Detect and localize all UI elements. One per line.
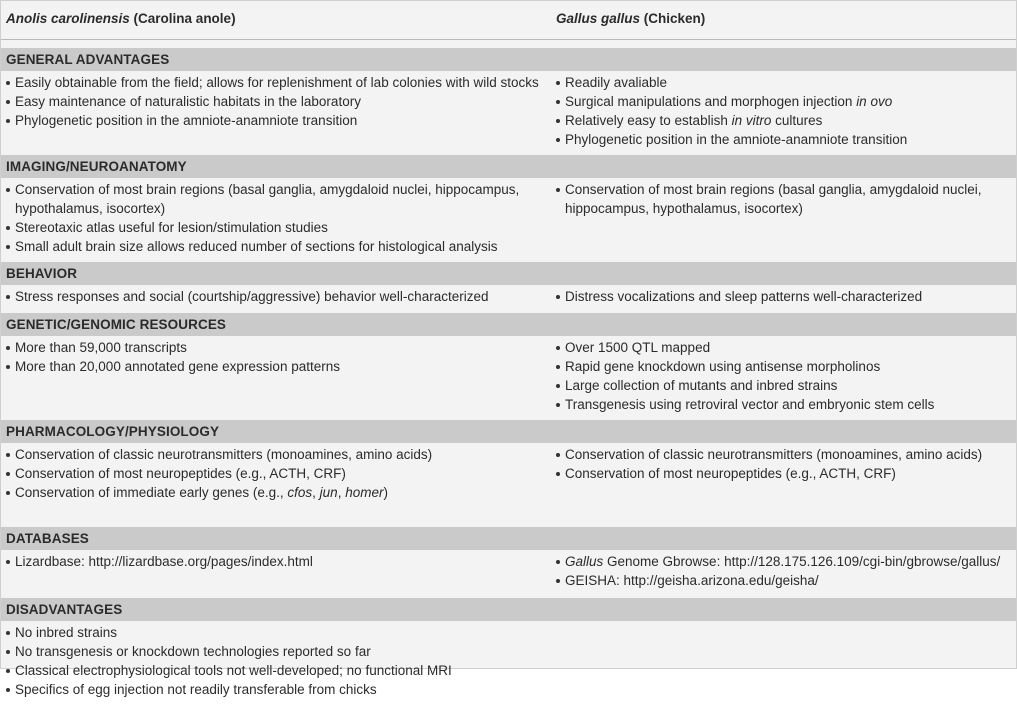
list-item <box>556 376 1014 395</box>
list-item <box>6 287 546 306</box>
list-item <box>556 571 1014 590</box>
list-item <box>556 73 1014 92</box>
chicken-column <box>556 445 1014 483</box>
list-item <box>6 92 546 111</box>
list-item-text: cultures <box>771 113 823 128</box>
section-header-imaging-neuroanatomy: IMAGING/NEUROANATOMY <box>1 155 1016 178</box>
list-item <box>6 680 546 699</box>
section-body-pharmacology-physiology <box>1 443 1016 527</box>
list-item-text: Conservation of classic neurotransmitters (monoamines, amino acids) <box>15 447 433 462</box>
list-item-text: , <box>337 485 346 500</box>
list-item <box>6 661 546 680</box>
list-item-text: Conservation of classic neurotransmitters (monoamines, amino acids) <box>565 447 983 462</box>
list-item-text: Readily avaliable <box>565 75 668 90</box>
chicken-column <box>556 287 1014 306</box>
anole-column <box>6 338 546 376</box>
list-item-text: Easily obtainable from the field; allows for replenishment of lab colonies with wild stocks <box>15 75 539 90</box>
list-item-text: No transgenesis or knockdown technologies reported so far <box>15 644 371 659</box>
header-anole-species: Anolis carolinensis <box>6 11 130 26</box>
list-item-text: Relatively easy to establish <box>565 113 732 128</box>
list-item-text: Surgical manipulations and morphogen injection <box>565 94 857 109</box>
list-item <box>6 623 546 642</box>
list-item-text: Phylogenetic position in the amniote-anamniote transition <box>15 113 358 128</box>
list-item <box>556 357 1014 376</box>
anole-column <box>6 287 546 306</box>
list-item <box>556 180 1014 218</box>
list-item <box>556 287 1014 306</box>
header-chicken <box>556 11 705 26</box>
section-body-genetic-genomic-resources <box>1 336 1016 420</box>
section-header-disadvantages: DISADVANTAGES <box>1 598 1016 621</box>
table-body <box>1 48 1016 725</box>
section-header-genetic-genomic-resources: GENETIC/GENOMIC RESOURCES <box>1 313 1016 336</box>
list-item-text: Conservation of most brain regions (basal ganglia, amygdaloid nuclei, hippocampus, hypothalamus, isocortex) <box>565 182 982 216</box>
list-item-text: Phylogenetic position in the amniote-anamniote transition <box>565 132 908 147</box>
list-item <box>6 111 546 130</box>
anole-column <box>6 73 546 130</box>
list-item <box>556 130 1014 149</box>
list-item-text: Large collection of mutants and inbred strains <box>565 378 838 393</box>
list-item-text: Small adult brain size allows reduced number of sections for histological analysis <box>15 239 498 254</box>
list-item-text: Conservation of most neuropeptides (e.g., ACTH, CRF) <box>15 466 346 481</box>
section-body-databases <box>1 550 1016 598</box>
list-item <box>6 483 546 502</box>
header-anole <box>6 11 236 26</box>
list-item-text: in ovo <box>856 94 893 109</box>
list-item-text: Gallus <box>565 554 604 569</box>
list-item <box>6 642 546 661</box>
header-anole-common: (Carolina anole) <box>129 11 236 26</box>
list-item <box>6 218 546 237</box>
list-item-text: More than 20,000 annotated gene expression patterns <box>15 359 340 374</box>
list-item-text: Conservation of immediate early genes (e.g., <box>15 485 288 500</box>
list-item <box>556 92 1014 111</box>
list-item-text: ) <box>383 485 388 500</box>
list-item <box>556 464 1014 483</box>
list-item-text: Conservation of most brain regions (basal ganglia, amygdaloid nuclei, hippocampus, hypothalamus, isocortex) <box>15 182 520 216</box>
list-item <box>6 464 546 483</box>
list-item-text: Stress responses and social (courtship/aggressive) behavior well-characterized <box>15 289 489 304</box>
section-body-disadvantages <box>1 621 1016 725</box>
list-item-text: Distress vocalizations and sleep patterns well-characterized <box>565 289 923 304</box>
list-item-text: Easy maintenance of naturalistic habitats in the laboratory <box>15 94 361 109</box>
list-item <box>556 338 1014 357</box>
list-item-text: Specifics of egg injection not readily transferable from chicks <box>15 682 377 697</box>
list-item <box>556 445 1014 464</box>
list-item-text: Lizardbase: http://lizardbase.org/pages/index.html <box>15 554 313 569</box>
chicken-column <box>556 552 1014 590</box>
list-item-text: homer <box>345 485 384 500</box>
chicken-column <box>556 180 1014 218</box>
list-item-text: Genome Gbrowse: http://128.175.126.109/cgi-bin/gbrowse/gallus/ <box>603 554 1001 569</box>
list-item <box>6 445 546 464</box>
anole-column <box>6 623 546 699</box>
list-item-text: , <box>312 485 320 500</box>
section-header-pharmacology-physiology: PHARMACOLOGY/PHYSIOLOGY <box>1 420 1016 443</box>
list-item <box>6 73 546 92</box>
list-item-text: Over 1500 QTL mapped <box>565 340 711 355</box>
header-chicken-species: Gallus gallus <box>556 11 641 26</box>
section-header-general-advantages: GENERAL ADVANTAGES <box>1 48 1016 71</box>
list-item <box>6 180 546 218</box>
anole-column <box>6 180 546 256</box>
list-item-text: cfos <box>287 485 313 500</box>
section-body-imaging-neuroanatomy <box>1 178 1016 262</box>
chicken-column <box>556 73 1014 149</box>
list-item-text: More than 59,000 transcripts <box>15 340 187 355</box>
list-item-text: Stereotaxic atlas useful for lesion/stimulation studies <box>15 220 328 235</box>
list-item <box>6 552 546 571</box>
list-item-text: Rapid gene knockdown using antisense morpholinos <box>565 359 881 374</box>
anole-column <box>6 552 546 571</box>
table-header <box>1 1 1016 40</box>
header-chicken-common: (Chicken) <box>640 11 706 26</box>
list-item-text: Classical electrophysiological tools not well-developed; no functional MRI <box>15 663 452 678</box>
list-item-text: GEISHA: http://geisha.arizona.edu/geisha/ <box>565 573 819 588</box>
list-item <box>6 357 546 376</box>
list-item-text: in vitro <box>731 113 772 128</box>
list-item <box>6 338 546 357</box>
list-item <box>556 395 1014 414</box>
section-body-general-advantages <box>1 71 1016 155</box>
list-item <box>6 237 546 256</box>
chicken-column <box>556 338 1014 414</box>
list-item-text: Transgenesis using retroviral vector and embryonic stem cells <box>565 397 935 412</box>
list-item <box>556 552 1014 571</box>
section-header-behavior: BEHAVIOR <box>1 262 1016 285</box>
list-item-text: No inbred strains <box>15 625 118 640</box>
list-item <box>556 111 1014 130</box>
anole-column <box>6 445 546 502</box>
section-header-databases: DATABASES <box>1 527 1016 550</box>
list-item-text: jun <box>319 485 338 500</box>
list-item-text: Conservation of most neuropeptides (e.g., ACTH, CRF) <box>565 466 896 481</box>
section-body-behavior <box>1 285 1016 313</box>
